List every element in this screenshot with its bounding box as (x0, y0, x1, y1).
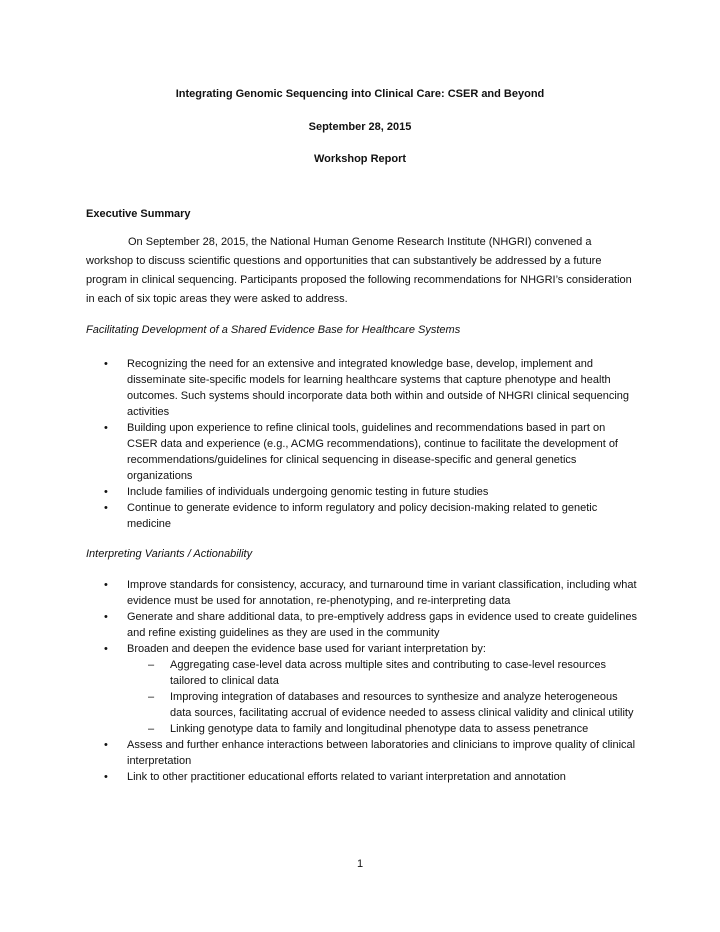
list-item (86, 641, 638, 737)
list-item (86, 484, 638, 500)
document-subtitle: Workshop Report (313, 153, 407, 165)
list-item (86, 609, 638, 641)
bullet-icon: • (104, 486, 108, 498)
dash-icon: – (148, 659, 155, 671)
executive-summary-heading: Executive Summary (86, 208, 191, 220)
list-item (86, 737, 638, 769)
sublist-item-text: Aggregating case-level data across multiple sites and contributing to case-level resources tailored to clinical data (170, 659, 606, 687)
bullet-icon: • (104, 579, 108, 591)
sublist-item-text: Improving integration of databases and resources to synthesize and analyze heterogeneous data sources, facilitating accrual of evidence needed to assess clinical validity and clinical utility (170, 691, 634, 719)
bullet-icon: • (104, 422, 108, 434)
list-item-text: Building upon experience to refine clinical tools, guidelines and recommendations based in part on CSER data and experience (e.g., ACMG recommendations), continue to facilitate the development of recommendations/guidelines for clinical sequencing in disease-specific and general genetics organizations (127, 422, 618, 482)
list-item (86, 420, 638, 484)
bullet-icon: • (104, 611, 108, 623)
bullet-icon: • (104, 739, 108, 751)
sublist-item-text: Linking genotype data to family and longitudinal phenotype data to assess penetrance (170, 723, 589, 735)
section-heading-evidence-base: Facilitating Development of a Shared Evidence Base for Healthcare Systems (86, 324, 461, 336)
executive-summary-paragraph (86, 233, 638, 309)
list-item (86, 500, 638, 532)
list-item-text: Improve standards for consistency, accuracy, and turnaround time in variant classification, including what evidence must be used for annotation, re-phenotyping, and re-interpreting data (127, 579, 637, 607)
sublist-item (127, 689, 638, 721)
document-date: September 28, 2015 (308, 121, 412, 133)
sublist-item (127, 721, 638, 737)
list-item-text: Generate and share additional data, to pre-emptively address gaps in evidence used to create guidelines and refine existing guidelines as they are used in the community (127, 611, 637, 639)
dash-icon: – (148, 723, 155, 735)
section-heading-interpreting-variants: Interpreting Variants / Actionability (86, 548, 253, 560)
bullet-icon: • (104, 502, 108, 514)
executive-summary-text: On September 28, 2015, the National Human Genome Research Institute (NHGRI) convened a workshop to discuss scientific questions and opportunities that can substantively be addressed by a future program in clinical sequencing. Participants proposed the following recommendations for NHGRI’s consideration in each of six topic areas they were asked to address. (86, 236, 632, 305)
interpreting-variants-list (86, 577, 638, 785)
dash-icon: – (148, 691, 155, 703)
page-number: 1 (356, 858, 364, 870)
bullet-icon: • (104, 358, 108, 370)
list-item-text: Link to other practitioner educational efforts related to variant interpretation and annotation (127, 771, 566, 783)
evidence-base-list (86, 356, 638, 532)
list-item (86, 769, 638, 785)
list-item-text: Assess and further enhance interactions between laboratories and clinicians to improve quality of clinical interpretation (127, 739, 636, 767)
list-item-text: Broaden and deepen the evidence base used for variant interpretation by: (127, 643, 486, 655)
bullet-icon: • (104, 771, 108, 783)
list-item-text: Continue to generate evidence to inform regulatory and policy decision-making related to genetic medicine (127, 502, 598, 530)
document-title: Integrating Genomic Sequencing into Clinical Care: CSER and Beyond (175, 88, 545, 100)
evidence-sublist (127, 657, 638, 737)
bullet-icon: • (104, 643, 108, 655)
list-item-text: Recognizing the need for an extensive and integrated knowledge base, develop, implement and disseminate site-specific models for learning healthcare systems that capture phenotype and health outcomes. Such systems should incorporate data both within and outside of NHGRI clinical sequencing activities (127, 358, 629, 418)
list-item (86, 356, 638, 420)
list-item (86, 577, 638, 609)
sublist-item (127, 657, 638, 689)
list-item-text: Include families of individuals undergoing genomic testing in future studies (127, 486, 489, 498)
